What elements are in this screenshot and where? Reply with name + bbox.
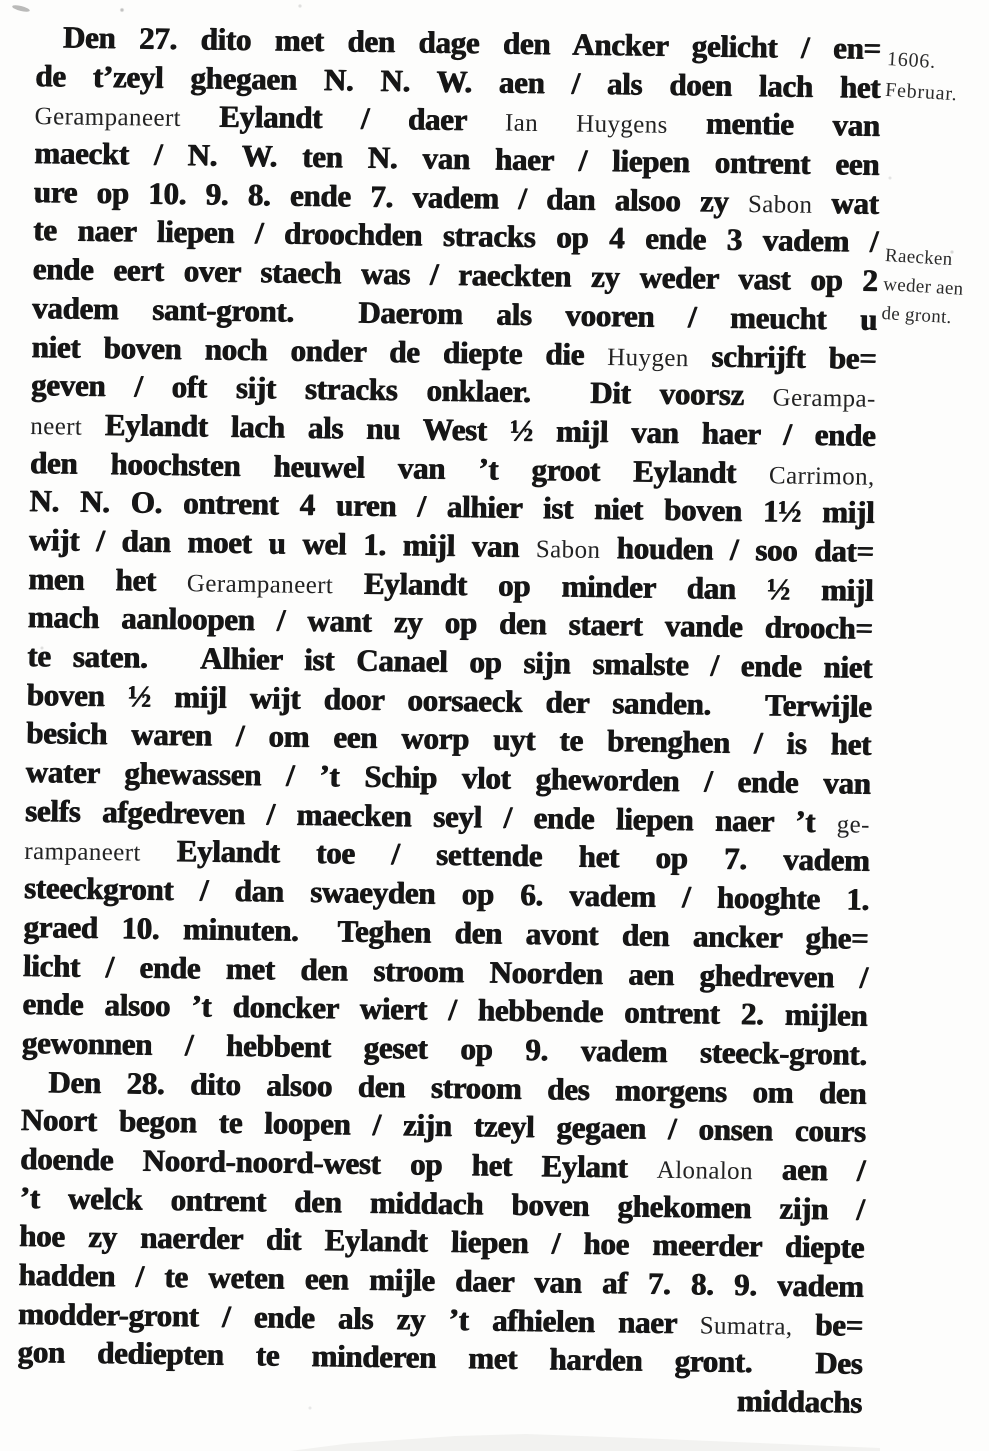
text-segment-blackletter: maeckt / N. W. ten N. van haer / liepen ontrent een <box>33 135 880 182</box>
text-segment-roman: Gerampaneert <box>186 569 364 600</box>
text-segment-blackletter: Eylandt toe / settende het op 7. vadem <box>176 833 870 879</box>
text-lines <box>17 18 881 1384</box>
margin-note-line: de gront. <box>880 302 953 329</box>
text-segment-blackletter: wat <box>830 184 879 221</box>
text-segment-blackletter: Eylandt op minder dan ½ mijl <box>363 565 874 608</box>
text-segment-blackletter: be= <box>814 1306 864 1343</box>
text-segment-blackletter: besich waren / om een worp uyt te brenghen / is het <box>25 715 872 763</box>
text-segment-blackletter: houden / soo dat= <box>616 530 874 569</box>
margin-note-line: weder aen <box>882 273 965 300</box>
text-segment-blackletter: Den 28. dito alsoo den stroom des morgens om den <box>47 1063 867 1111</box>
scan-speck <box>12 4 31 13</box>
text-segment-blackletter: hoe zy naerder dit Eylandt liepen / hoe meerder diepte <box>18 1218 865 1265</box>
text-segment-blackletter: te naer liepen / droochden stracks op 4 ende 3 vadem / <box>32 212 879 260</box>
text-segment-blackletter: gon dediepten te minderen met harden gront. Des <box>17 1334 863 1382</box>
text-segment-blackletter: modder-gront / ende als zy ’t afhielen naer <box>17 1295 700 1341</box>
text-segment-blackletter: wijt / dan moet u wel 1. mijl van <box>28 521 537 564</box>
text-segment-roman: neert <box>30 412 105 441</box>
text-segment-blackletter: geven / oft sijt stracks onklaer. Dit voorsz <box>30 367 773 413</box>
text-segment-blackletter: schrijft be= <box>711 337 877 376</box>
text-segment-roman: Gerampaneert <box>34 103 220 133</box>
text-segment-blackletter: ’t welck ontrent den middach boven ghekomen zijn / <box>19 1179 865 1227</box>
catchword: middachs <box>736 1382 862 1420</box>
text-segment-blackletter: te saten. Alhier ist Canael op sijn smalste / ende niet <box>26 637 873 685</box>
text-segment-blackletter: Den 27. dito met den dage den Ancker gelicht / en= <box>62 19 881 66</box>
text-segment-blackletter: Eylandt lach als nu West ½ mijl van haer / ende <box>104 406 876 453</box>
text-segment-blackletter: ure op 10. 9. 8. ende 7. vadem / dan alsoo zy <box>33 173 749 219</box>
scan-shadow <box>290 1434 880 1451</box>
margin-note-grounding <box>881 241 986 334</box>
text-segment-blackletter: gewonnen / hebbent geset op 9. vadem steeck-gront. <box>21 1024 867 1072</box>
text-segment-blackletter: niet boven noch onder de diepte die <box>31 328 608 372</box>
text-segment-roman: rampaneert <box>24 838 177 868</box>
text-segment-blackletter: de t’zeyl ghegaen N. N. W. aen / als doen lach het <box>34 57 881 105</box>
text-segment-blackletter: N. N. O. ontrent 4 uren / alhier ist niet boven 1½ mijl <box>29 483 875 530</box>
text-segment-blackletter: graed 10. minuten. Teghen den avont den ancker ghe= <box>23 908 869 956</box>
text-segment-roman: Sabon <box>535 535 617 565</box>
margin-note-line: Februar. <box>884 78 959 106</box>
text-segment-blackletter: mentie van <box>705 105 880 144</box>
text-segment-blackletter: licht / ende met den stroom Noorden aen ghedreven / <box>22 947 868 995</box>
text-segment-roman: Alonalon <box>656 1156 782 1186</box>
text-segment-blackletter: boven ½ mijl wijt door oorsaeck der sanden. Terwijle <box>26 676 872 724</box>
text-segment-roman: Carrimon, <box>768 461 875 491</box>
text-segment-roman: Gerampa- <box>772 384 876 413</box>
margin-note-year <box>884 44 988 112</box>
text-segment-blackletter: aen / <box>781 1151 866 1188</box>
text-segment-blackletter: water ghewassen / ’t Schip vlot gheworden / ende van <box>25 753 871 801</box>
text-segment-blackletter: den hoochsten heuwel van ’t groot Eylandt <box>29 444 770 490</box>
text-segment-blackletter: ende eert over staech was / raeckten zy weder vast op 2 <box>32 251 878 298</box>
text-segment-blackletter: selfs afgedreven / maecken seyl / ende liepen naer ’t <box>24 792 837 840</box>
body-text <box>17 18 881 1422</box>
margin-note-line: Raecken <box>884 244 954 271</box>
text-segment-blackletter: steeckgront / dan swaeyden op 6. vadem / hooghte 1. <box>23 870 870 917</box>
text-segment-blackletter: hadden / te weten een mijle daer van af 7. 8. 9. vadem <box>18 1256 864 1304</box>
text-segment-roman: Sabon <box>747 190 832 219</box>
text-segment-blackletter: ende alsoo ’t doncker wiert / hebbende ontrent 2. mijlen <box>21 986 868 1033</box>
text-segment-blackletter: Eylandt / daer <box>218 98 506 138</box>
text-segment-roman: Sumatra, <box>699 1312 816 1341</box>
text-segment-roman: ge- <box>836 811 871 839</box>
text-segment-blackletter: mach aanloopen / want zy op den staert vande drooch= <box>27 599 873 647</box>
text-segment-blackletter: doende Noord-noord-west op het Eylant <box>19 1140 658 1185</box>
text-segment-blackletter: Noort begon te loopen / zijn tzeyl gegaen / onsen cours <box>20 1102 866 1149</box>
text-segment-roman: Ian Huygens <box>504 109 706 140</box>
margin-note-line: 1606. <box>886 47 937 73</box>
text-segment-blackletter: men het <box>27 560 188 598</box>
text-segment-blackletter: vadem sant-gront. Daerom als vooren / meucht u <box>31 289 878 337</box>
text-segment-roman: Huygen <box>606 343 712 372</box>
